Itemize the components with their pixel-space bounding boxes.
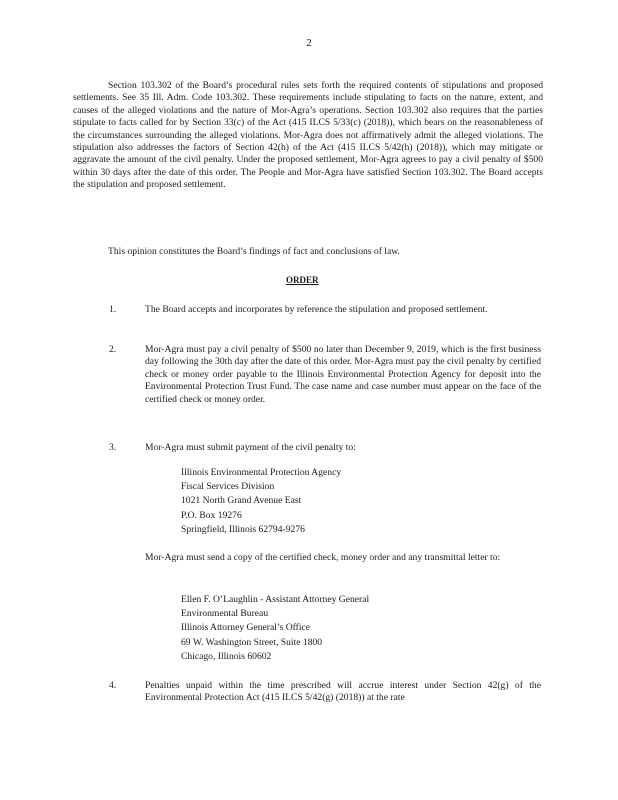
paragraph-stipulation <box>73 80 543 192</box>
order-item-number: 4. <box>109 680 117 691</box>
address-line: 1021 North Grand Avenue East <box>181 495 302 507</box>
address-line: P.O. Box 19276 <box>181 509 242 521</box>
attorney-address <box>181 593 369 664</box>
paragraph-text: Section 103.302 of the Board’s procedural rules sets forth the required contents of stipulations and proposed settlements. See 35 Ill. Adm. Code 103.302. These requirements include stipulating to facts on the nature, extent, and causes of the alleged violations and the nature of Mor-Agra’s operations. Section 103.302 also requires that the parties stipulate to facts called for by Section 33(c) of the Act (415 ILCS 5/33(c) (2018)), which bears on the reasonableness of the circumstances surrounding the alleged violations. Mor-Agra does not affirmatively admit the alleged violations. The stipulation also addresses the factors of Section 42(h) of the Act (415 ILCS 5/42(h) (2018)), which may mitigate or aggravate the amount of the civil penalty. Under the proposed settlement, Mor-Agra agrees to pay a civil penalty of $500 within 30 days after the date of this order. The People and Mor-Agra have satisfied Section 103.302. The Board accepts the stipulation and proposed settlement. <box>73 80 543 191</box>
order-item-text: Mor-Agra must submit payment of the civil penalty to: <box>145 442 356 453</box>
order-item-2 <box>109 344 541 406</box>
order-item-number: 3. <box>109 442 117 453</box>
order-item-3 <box>109 442 541 454</box>
address-line: Environmental Bureau <box>181 608 269 620</box>
address-line: Fiscal Services Division <box>181 481 275 493</box>
address-line: Ellen F. O’Laughlin - Assistant Attorney General <box>181 594 370 605</box>
address-line: Illinois Environmental Protection Agency <box>181 467 342 478</box>
order-item-text: Mor-Agra must pay a civil penalty of $500 no later than December 9, 2019, which is the first business day following the 30th day after the date of this order. Mor-Agra must pay the civil penalty by certified check or money order payable to the Illinois Environmental Protection Agency for deposit into the Environmental Protection Trust Fund. The case name and case number must appear on the face of the certified check or money order. <box>145 344 541 405</box>
order-item-number: 2. <box>109 344 117 355</box>
copy-instruction: Mor-Agra must send a copy of the certified check, money order and any transmittal letter to: <box>145 552 501 563</box>
order-heading: ORDER <box>286 275 319 285</box>
address-line: Illinois Attorney General’s Office <box>181 622 311 634</box>
order-item-4 <box>109 680 541 705</box>
order-item-text: The Board accepts and incorporates by reference the stipulation and proposed settlement. <box>145 304 488 315</box>
paragraph-findings <box>73 246 543 258</box>
order-item-1 <box>109 304 541 316</box>
paragraph-text: This opinion constitutes the Board’s findings of fact and conclusions of law. <box>108 246 400 257</box>
order-item-number: 1. <box>109 304 117 315</box>
address-line: Chicago, Illinois 60602 <box>181 650 272 662</box>
address-line: 69 W. Washington Street, Suite 1800 <box>181 636 323 648</box>
address-line: Springfield, Illinois 62794-9276 <box>181 523 305 535</box>
order-item-text: Penalties unpaid within the time prescribed will accrue interest under Section 42(g) of the Environmental Protection Act (415 ILCS 5/42(g) (2018)) at the rate <box>145 680 541 704</box>
payment-address <box>181 466 341 537</box>
page-number: 2 <box>306 37 312 49</box>
